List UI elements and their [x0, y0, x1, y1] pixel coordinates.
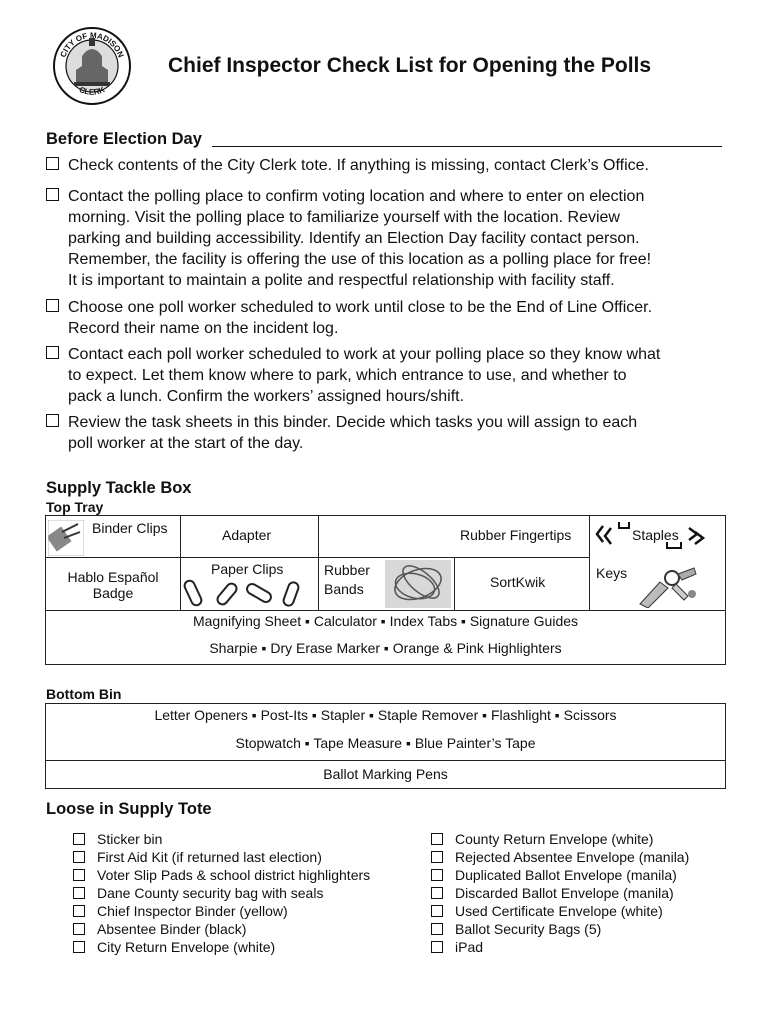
hablo-espanol-label: Hablo Español Badge	[67, 569, 159, 601]
sortkwik-label: SortKwik	[490, 574, 546, 590]
checklist-item-line: Contact each poll worker scheduled to work at your polling place so they know what	[68, 346, 661, 363]
keys-icon	[632, 560, 702, 608]
loose-item-label: Sticker bin	[97, 831, 163, 847]
tray-supplies-line-1: Magnifying Sheet ▪ Calculator ▪ Index Tabs ▪ Signature Guides	[192, 613, 579, 629]
checkbox-icon[interactable]	[431, 923, 443, 935]
checkbox-icon[interactable]	[431, 833, 443, 845]
checkbox-icon[interactable]	[73, 869, 85, 881]
loose-item-label: Duplicated Ballot Envelope (manila)	[455, 867, 677, 883]
before-election-heading: Before Election Day	[46, 130, 202, 148]
tray-supplies-line-2: Sharpie ▪ Dry Erase Marker ▪ Orange & Pink Highlighters	[209, 640, 562, 656]
paper-clips-label: Paper Clips	[211, 561, 284, 577]
loose-item	[431, 830, 689, 848]
supply-tackle-box-heading: Supply Tackle Box	[46, 479, 192, 497]
checklist-item-line: It is important to maintain a polite and respectful relationship with facility staff.	[68, 272, 615, 289]
loose-item-label: Absentee Binder (black)	[97, 921, 247, 937]
loose-item	[431, 848, 689, 866]
loose-item	[431, 884, 689, 902]
checklist-item	[46, 344, 736, 407]
checklist-item-line: Record their name on the incident log.	[68, 320, 339, 337]
adapter-label: Adapter	[222, 527, 272, 543]
checklist-item	[46, 297, 736, 339]
paper-clip-icon	[182, 572, 316, 608]
loose-list-left	[73, 830, 370, 956]
loose-item-label: Used Certificate Envelope (white)	[455, 903, 663, 919]
checklist-item-line: pack a lunch. Confirm the workers’ assigned hours/shift.	[68, 388, 465, 405]
bottom-bin-box	[45, 703, 726, 789]
checklist-item	[46, 155, 736, 176]
binder-clip-icon	[48, 520, 84, 556]
top-tray-label: Top Tray	[46, 499, 104, 515]
loose-item	[431, 938, 689, 956]
seal-top-text: CITY OF MADISON	[58, 30, 126, 59]
loose-item	[431, 902, 689, 920]
checkbox-icon[interactable]	[431, 869, 443, 881]
checklist-item	[46, 186, 736, 291]
loose-item-label: Discarded Ballot Envelope (manila)	[455, 885, 674, 901]
loose-item	[73, 884, 370, 902]
bin-supplies-line-3: Ballot Marking Pens	[46, 760, 725, 788]
loose-supply-heading: Loose in Supply Tote	[46, 800, 212, 818]
checklist-item-line: Remember, the facility is offering the use of this location as a polling place for free!	[68, 251, 652, 268]
bottom-bin-label: Bottom Bin	[46, 686, 122, 702]
bin-supplies-line-2: Stopwatch ▪ Tape Measure ▪ Blue Painter’s Tape	[235, 735, 536, 751]
bin-supplies-line-1: Letter Openers ▪ Post-Its ▪ Stapler ▪ Staple Remover ▪ Flashlight ▪ Scissors	[154, 707, 617, 723]
checkbox-icon[interactable]	[73, 905, 85, 917]
checkbox-icon[interactable]	[73, 941, 85, 953]
checkbox-icon[interactable]	[46, 188, 59, 201]
checkbox-icon[interactable]	[431, 941, 443, 953]
checkbox-icon[interactable]	[46, 299, 59, 312]
binder-clips-label: Binder Clips	[92, 520, 168, 536]
loose-item-label: iPad	[455, 939, 484, 955]
signature-line	[212, 146, 722, 147]
loose-item	[73, 866, 370, 884]
loose-item-label: Rejected Absentee Envelope (manila)	[455, 849, 690, 865]
checkbox-icon[interactable]	[431, 887, 443, 899]
checkbox-icon[interactable]	[73, 923, 85, 935]
city-clerk-seal	[52, 26, 132, 106]
checklist-item-line: parking and building accessibility. Identify an Election Day facility contact person.	[68, 230, 640, 247]
checkbox-icon[interactable]	[46, 346, 59, 359]
loose-item	[431, 866, 689, 884]
loose-item	[431, 920, 689, 938]
loose-item-label: Voter Slip Pads & school district highlighters	[97, 867, 371, 883]
loose-item-label: First Aid Kit (if returned last election)	[97, 849, 322, 865]
page-title: Chief Inspector Check List for Opening the Polls	[168, 54, 652, 77]
staples-label: Staples	[632, 527, 679, 543]
checklist-item-line: Review the task sheets in this binder. Decide which tasks you will assign to each	[68, 414, 638, 431]
checklist-item-line: to expect. Let them know where to park, which entrance to use, and whether to	[68, 367, 627, 384]
loose-item	[73, 902, 370, 920]
loose-item	[73, 830, 370, 848]
loose-list-right	[431, 830, 689, 956]
loose-item-label: Chief Inspector Binder (yellow)	[97, 903, 288, 919]
loose-item-label: Dane County security bag with seals	[97, 885, 324, 901]
checkbox-icon[interactable]	[431, 851, 443, 863]
checkbox-icon[interactable]	[46, 414, 59, 427]
loose-item	[73, 938, 370, 956]
checklist-item-line: Contact the polling place to confirm voting location and where to enter on election	[68, 188, 645, 205]
loose-item	[73, 920, 370, 938]
checklist-item	[46, 412, 736, 454]
checkbox-icon[interactable]	[46, 157, 59, 170]
checklist-item-line: Check contents of the City Clerk tote. If anything is missing, contact Clerk’s Office.	[68, 157, 649, 174]
checklist-item-line: morning. Visit the polling place to familiarize yourself with the location. Review	[68, 209, 620, 226]
checklist-item-line: Choose one poll worker scheduled to work until close to be the End of Line Officer.	[68, 299, 653, 316]
loose-item-label: City Return Envelope (white)	[97, 939, 276, 955]
loose-item-label: County Return Envelope (white)	[455, 831, 654, 847]
loose-item-label: Ballot Security Bags (5)	[455, 921, 602, 937]
rubber-fingertips-label: Rubber Fingertips	[460, 527, 572, 543]
checkbox-icon[interactable]	[73, 833, 85, 845]
checklist-item-line: poll worker at the start of the day.	[68, 435, 304, 452]
rubber-bands-icon	[385, 560, 451, 608]
seal-bottom-text: CLERK	[77, 84, 107, 97]
loose-item	[73, 848, 370, 866]
checkbox-icon[interactable]	[431, 905, 443, 917]
keys-label: Keys	[596, 565, 628, 581]
checkbox-icon[interactable]	[73, 887, 85, 899]
rubber-bands-label: Rubber Bands	[324, 562, 370, 597]
checkbox-icon[interactable]	[73, 851, 85, 863]
